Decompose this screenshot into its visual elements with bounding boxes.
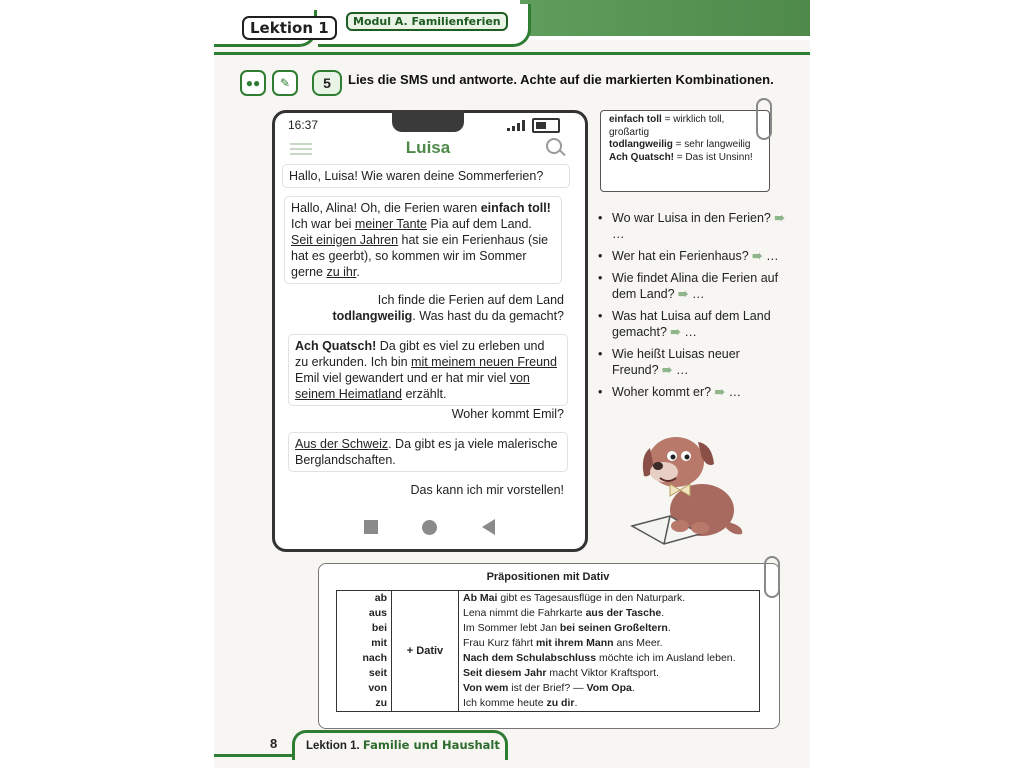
header-green-band [520,0,810,36]
grammar-title: Präpositionen mit Dativ [486,571,610,583]
paperclip-icon [756,98,772,140]
preposition: bei [371,622,387,634]
preposition: mit [371,637,387,649]
example-sentence: Im Sommer lebt Jan bei seinen Großeltern. [463,622,671,634]
arrow-icon: ➠ [714,385,726,399]
preposition-column [337,591,392,712]
battery-icon [532,118,560,133]
arrow-icon: ➠ [670,325,681,339]
phone-notch [392,110,464,132]
question-item: • Wie findet Alina die Ferien auf dem Land? ➠ … [598,270,788,302]
case-label: + Dativ [392,591,459,712]
arrow-icon: ➠ [774,211,785,225]
question-item: • Wer hat ein Ferienhaus? ➠ … [598,248,788,264]
example-sentence: Lena nimmt die Fahrkarte aus der Tasche. [463,607,665,619]
nav-back-icon[interactable] [482,519,495,535]
question-item: • Was hat Luisa auf dem Land gemacht? ➠ … [598,308,788,340]
message-6: Aus der Schweiz. Da gibt es ja viele malerische Berglandschaften. [288,432,568,472]
notebook-icon: ✎ [272,70,298,96]
message-3: Ich finde die Ferien auf dem Land todlangweilig. Was hast du da gemacht? [332,293,564,323]
task-instruction: Lies die SMS und antworte. Achte auf die markierten Kombinationen. [348,72,774,87]
nav-recent-icon[interactable] [364,520,378,534]
message-2: Hallo, Alina! Oh, die Ferien waren einfach toll! Ich war bei meiner Tante Pia auf dem Land. Seit einigen Jahren hat sie ein Ferienhaus (sie hat es geerbt), so kommen wir im Sommer gerne zu ihr. [284,196,562,284]
example-sentence: Ich komme heute zu dir. [463,697,578,709]
note-line: einfach toll = wirklich toll, großartig [609,114,725,138]
search-icon[interactable] [546,138,562,154]
example-sentence: Von wem ist der Brief? — Vom Opa. [463,682,635,694]
arrow-icon: ➠ [662,363,673,377]
menu-icon[interactable] [290,140,312,158]
arrow-icon: ➠ [678,287,689,301]
arrow-icon: ➠ [752,249,763,263]
question-item: • Wo war Luisa in den Ferien? ➠ … [598,210,788,242]
examples-column [459,591,760,712]
example-sentence: Ab Mai gibt es Tagesausflüge in den Naturpark. [463,592,686,604]
example-sentence: Seit diesem Jahr macht Viktor Kraftsport. [463,667,659,679]
preposition: ab [374,592,387,604]
example-sentence: Nach dem Schulabschluss möchte ich im Ausland leben. [463,652,736,664]
preposition: von [368,682,387,694]
message-1: Hallo, Luisa! Wie waren deine Sommerferien? [282,164,570,188]
status-time: 16:37 [288,118,319,132]
preposition: seit [368,667,387,679]
preposition: aus [368,607,387,619]
contact-name: Luisa [405,138,451,157]
pair-work-icon: ●● [240,70,266,96]
page-number: 8 [270,736,278,751]
grammar-table [336,590,760,712]
vocabulary-note [600,110,770,192]
example-sentence: Frau Kurz fährt mit ihrem Mann ans Meer. [463,637,663,649]
question-item: • Wie heißt Luisas neuer Freund? ➠ … [598,346,788,378]
nav-home-icon[interactable] [422,520,437,535]
message-7: Das kann ich mir vorstellen! [410,483,564,497]
modul-label: Modul A. Familienferien [346,12,508,31]
footer-title: Lektion 1. Familie und Haushalt [306,738,500,752]
task-number: 5 [312,70,342,96]
reading-dog-illustration [628,430,748,548]
preposition: nach [362,652,387,664]
note-line: Ach Quatsch! = Das ist Unsinn! [609,151,753,163]
question-list [598,210,788,406]
message-4: Ach Quatsch! Da gibt es viel zu erleben und zu erkunden. Ich bin mit meinem neuen Freund Emil viel gewandert und er hat mir viel von seinem Heimatland erzählt. [288,334,568,406]
preposition: zu [375,697,387,709]
lektion-label: Lektion 1 [242,16,337,40]
signal-icon [507,120,525,131]
message-5: Woher kommt Emil? [451,407,564,421]
header-divider [214,52,810,55]
note-line: todlangweilig = sehr langweilig [609,139,751,150]
question-item: • Woher kommt er? ➠ … [598,384,788,400]
